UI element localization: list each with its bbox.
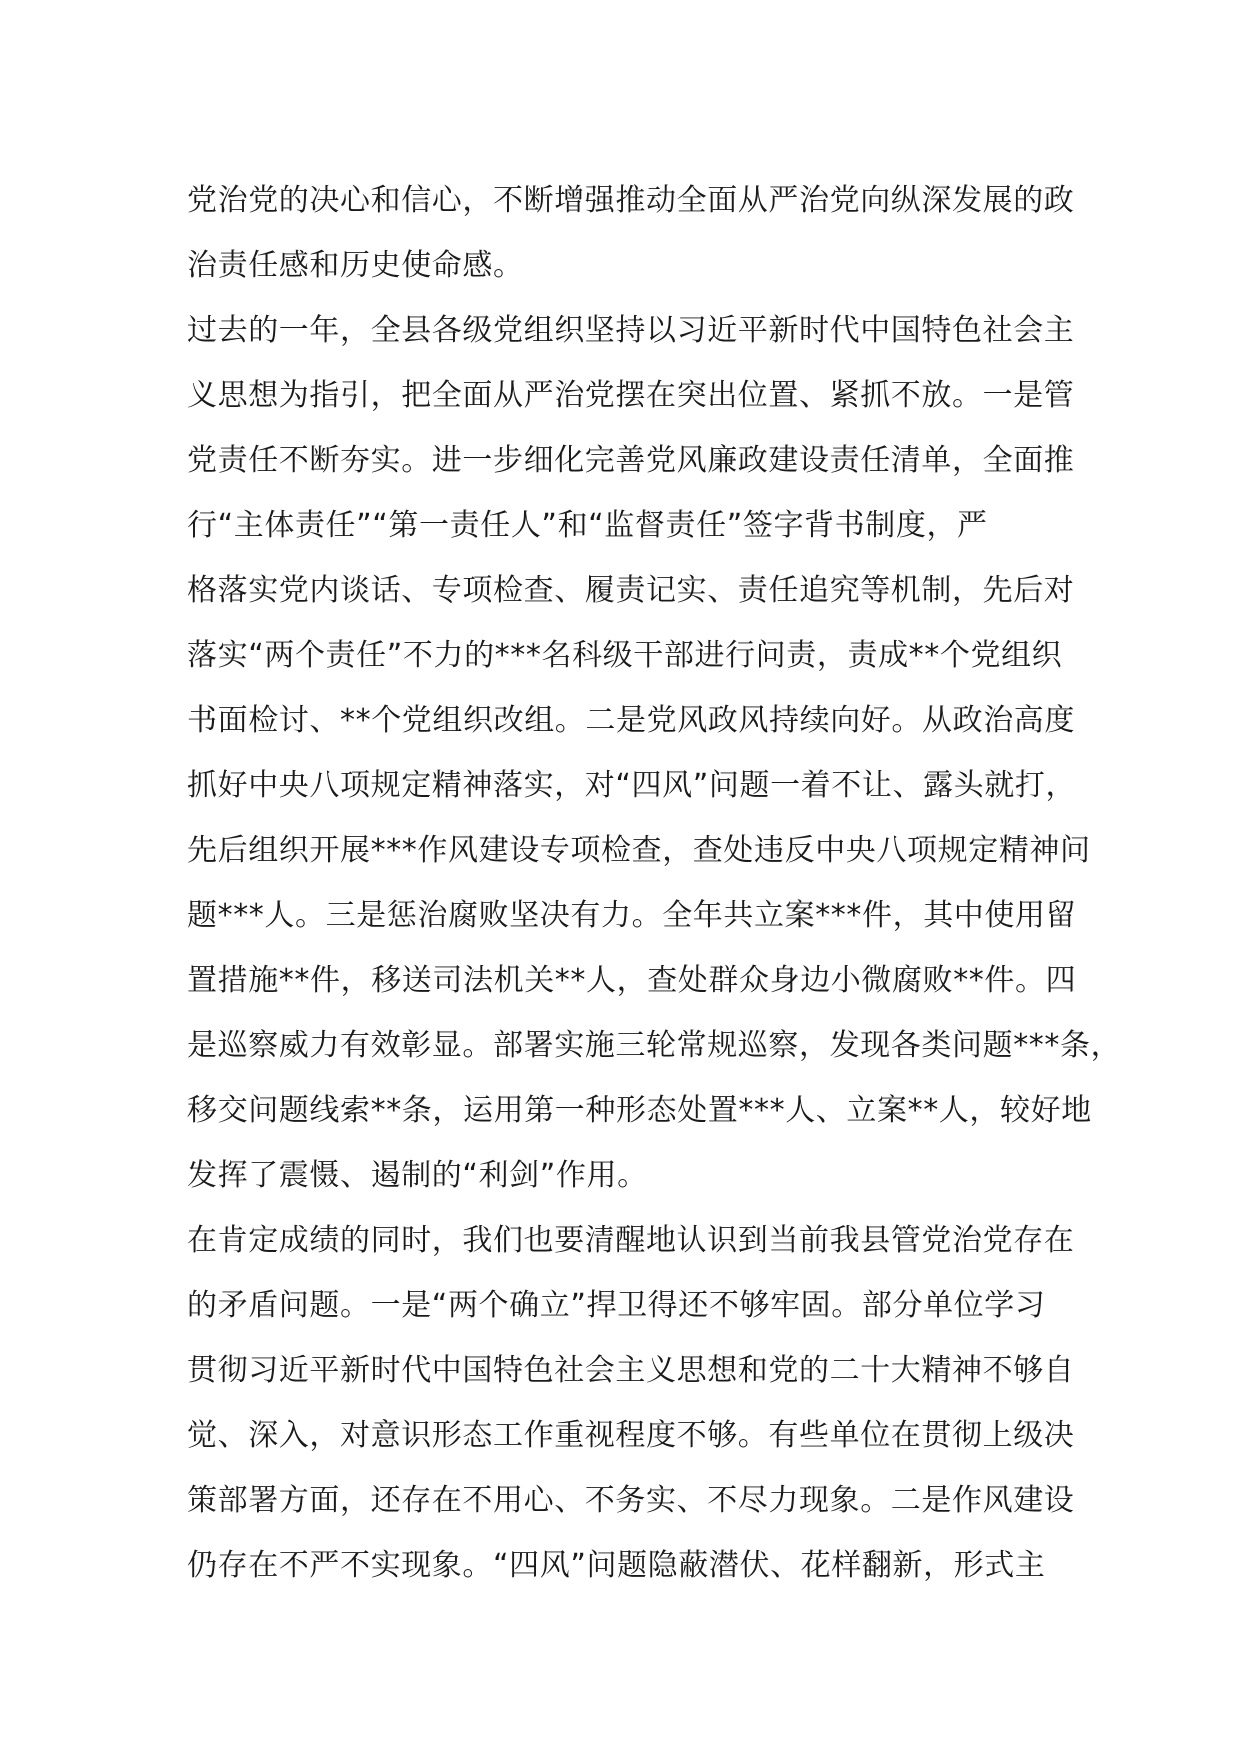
body-text [187, 168, 1122, 1598]
text-line: 党治党的决心和信心，不断增强推动全面从严治党向纵深发展的政 [187, 183, 1075, 218]
text-line: 格落实党内谈话、专项检查、履责记实、责任追究等机制，先后对 [187, 573, 1075, 608]
text-line: 义思想为指引，把全面从严治党摆在突出位置、紧抓不放。一是管 [187, 378, 1075, 413]
text-line: 党责任不断夯实。进一步细化完善党风廉政建设责任清单，全面推 [187, 443, 1075, 478]
text-line: 书面检讨、**个党组织改组。二是党风政风持续向好。从政治高度 [187, 703, 1075, 738]
text-line: 移交问题线索**条，运用第一种形态处置***人、立案**人，较好地 [187, 1093, 1092, 1128]
text-line: 置措施**件，移送司法机关**人，查处群众身边小微腐败**件。四 [187, 963, 1077, 998]
text-line: 落实“两个责任”不力的***名科级干部进行问责，责成**个党组织 [187, 638, 1063, 673]
text-line: 治责任感和历史使命感。 [187, 248, 524, 283]
text-line: 行“主体责任”“第一责任人”和“监督责任”签字背书制度，严 [187, 508, 988, 543]
text-line: 策部署方面，还存在不用心、不务实、不尽力现象。二是作风建设 [187, 1483, 1075, 1518]
text-line: 的矛盾问题。一是“两个确立”捍卫得还不够牢固。部分单位学习 [187, 1288, 1046, 1323]
text-line: 在肯定成绩的同时，我们也要清醒地认识到当前我县管党治党存在 [187, 1223, 1075, 1258]
text-line: 是巡察威力有效彰显。部署实施三轮常规巡察，发现各类问题***条， [187, 1028, 1122, 1063]
text-line: 仍存在不严不实现象。“四风”问题隐蔽潜伏、花样翻新，形式主 [187, 1548, 1046, 1583]
text-line: 先后组织开展***作风建设专项检查，查处违反中央八项规定精神问 [187, 833, 1091, 868]
text-line: 觉、深入，对意识形态工作重视程度不够。有些单位在贯彻上级决 [187, 1418, 1075, 1453]
text-line: 抓好中央八项规定精神落实，对“四风”问题一着不让、露头就打， [187, 768, 1077, 803]
text-line: 题***人。三是惩治腐败坚决有力。全年共立案***件，其中使用留 [187, 898, 1077, 933]
text-line: 过去的一年，全县各级党组织坚持以习近平新时代中国特色社会主 [187, 313, 1075, 348]
text-line: 发挥了震慑、遏制的“利剑”作用。 [187, 1158, 648, 1193]
text-line: 贯彻习近平新时代中国特色社会主义思想和党的二十大精神不够自 [187, 1353, 1075, 1388]
